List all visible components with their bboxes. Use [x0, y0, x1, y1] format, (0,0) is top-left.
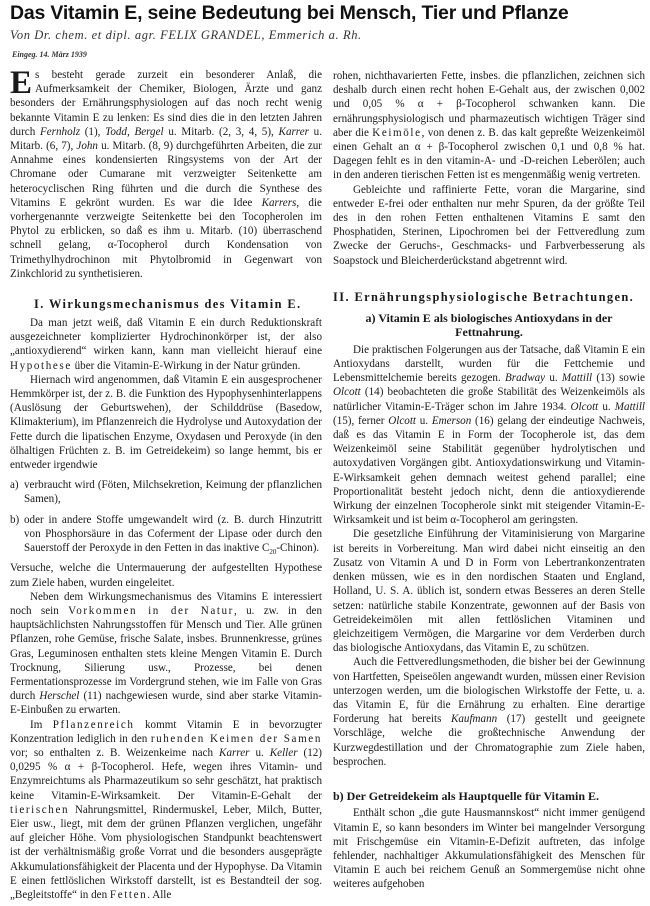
list-item-text: oder in andere Stoffe umgewandelt wird (z. B. durch Hinzutritt von Phosphorsäure in das Coferment der Lipase oder durch den Sauerstoff der Peroxyde in den Fetten in das inaktive C	[24, 513, 322, 555]
text-run: u. Mitarb. (2, 3, 4, 5),	[163, 125, 279, 138]
emphasis-spaced: tierischen	[10, 803, 70, 816]
article-title: Das Vitamin E, seine Bedeutung bei Mensch, Tier und Pflanze	[10, 2, 569, 24]
subsection-heading-a: a) Vitamin E als biologisches Antioxydans in der Fettnahrung.	[365, 310, 613, 340]
emphasis-spaced: Vorkommen in der Natur	[68, 604, 234, 617]
paragraph: Versuche, welche die Untermauerung der aufgestellten Hypothese zum Ziele haben, wurden eingeleitet.	[10, 562, 322, 589]
citation-author: Mattill	[614, 400, 645, 413]
citation-author: Emerson	[431, 414, 472, 427]
text-run: , von denen z. B. das kalt gepreßte Weizenkeimöl einen Gehalt an α + β-Tocopherol zwischen 0,1 und 0,8 % hat. Dagegen fehlt es in den vitamin-A- und -D-reichen Leberölen; auch in den anderen tierischen Fetten ist es mengenmäßig wenig vertreten.	[333, 126, 645, 182]
emphasis-spaced: Keimöle	[372, 126, 422, 139]
list-marker: a)	[10, 479, 19, 492]
list-item-text: -Chinon).	[276, 542, 320, 555]
list-item	[10, 513, 322, 556]
citation-author: Todd, Bergel	[105, 125, 164, 138]
text-run: (15), ferner	[333, 414, 389, 427]
citation-author: Karrers	[261, 196, 297, 209]
citation-author: Olcott	[570, 400, 599, 413]
citation-author: Kaufmann	[450, 713, 498, 726]
text-run: Die praktischen Folgerungen aus der Tatsache, daß Vitamin E ein Antioxydans darstellt, wurden für die Fettchemie und Lebensmittelchemie bereits gezogen.	[333, 343, 645, 385]
citation-author: Keller	[269, 746, 298, 759]
paragraph: Gebleichte und raffinierte Fette, voran die Margarine, sind entweder E-frei oder enthalten nur mehr Spuren, da der größte Teil des in den rohen Fetten enthaltenen Vitamins E samt den Phosphatiden, Sterinen, Lipochromen bei der Fettveredlung zum Zwecke der Geruchs-, Geschmacks- und Farbverbesserung als Soapstock und Bleicherderückstand abgetrennt wird.	[333, 183, 645, 267]
section-heading-1: I. Wirkungsmechanismus des Vitamin E.	[34, 297, 302, 312]
subsection-heading-b: b) Der Getreidekeim als Hauptquelle für Vitamin E.	[333, 788, 599, 803]
text-run: Auch die Fettveredlungsmethoden, die bisher bei der Gewinnung von Hartfetten, Speiseölen angewandt wurden, müssen einer Revision unterzogen werden, um die biologischen Wirkstoffe der Fette, u. a. das Vitamin E, für die Ernährung zu erhalten. Eine derartige Forderung hat bereits	[333, 656, 645, 726]
text-run: (16) gelang der eindeutige Nachweis, daß es das Vitamin E in Form der Tocopherole ist, das dem Weizenkeimöl seine Stabilität gegenüber hydrolytischen und autoxydativen Vorgängen gibt. Antioxydationswirkung und Vitamin-E-Wirksamkeit gehen demnach weitest gehend parallel; eine Proportionalität besteht jedoch nicht, denn die antioxydierende Wirkung der einzelnen Tocopherole sinkt mit steigender Vitamin-E-Wirksamkeit und ist beim α-Tocopherol am geringsten.	[333, 414, 646, 527]
drop-cap: E	[10, 65, 33, 101]
text-run: u.	[598, 400, 615, 413]
text-run: u. Mitarb. (8, 9) durchgeführten Arbeiten, die zur Annahme eines kondensierten Ringsystems von der Art der Chromane oder Cumarane mit verzweigter Seitenkette am heterocyclischen Ring führten und die durch die Synthese des Vitamins E gekrönt wurden. Es war die Idee	[10, 140, 322, 209]
citation-author: Karrer	[219, 746, 250, 759]
intro-paragraph	[10, 65, 322, 281]
subscript: 20	[269, 548, 277, 557]
text-run: u.	[415, 414, 432, 427]
text-run: (13) sowie	[592, 372, 645, 385]
citation-author: Fernholz	[39, 125, 81, 138]
paragraph	[333, 343, 645, 528]
right-column	[333, 69, 645, 892]
text-run: (14) beobachteten die große Stabilität des Weizenkeimöls als natürlicher Vitamin-E-Träger schon im Jahre 1934.	[333, 386, 645, 413]
text-run: , u. zw. in den hauptsächlichsten Nahrungsstoffen für Mensch und Tier. Alle grünen Pflanzen, rohe Gemüse, frische Salate, insbes. Brunnenkresse, grünes Gras, Leguminosen enthalten stets kleine Mengen Vitamin E. Durch Trocknung, Silierung usw., Prozesse, bei denen Fermentationsprozesse im Vordergrund stehen, wie im Falle von Gras durch	[10, 604, 322, 703]
section-heading-2: II. Ernährungsphysiologische Betrachtungen.	[333, 289, 635, 304]
text-run: . Alle	[147, 888, 172, 901]
paragraph	[10, 718, 322, 903]
citation-author: Herschel	[39, 690, 80, 703]
text-run: Neben dem Wirkungsmechanismus des Vitamins E interessiert noch sein	[10, 590, 322, 617]
list-marker: b)	[10, 513, 20, 526]
citation-author: Mattill	[561, 372, 593, 385]
text-run: s besteht gerade zurzeit ein besonderer Anlaß, die Aufmerksamkeit der Chemiker, Biologen, Ärzte und ganz besonders der Ernährungsphysiologen auf das noch recht wenig bekannte Vitamin E zu lenken: Es sind dies die in den letzten Jahren durch	[10, 69, 322, 138]
emphasis-spaced: Hypothese	[10, 359, 72, 372]
paragraph: Hiernach wird angenommen, daß Vitamin E ein ausgesprochener Hemmkörper ist, der z. B. die Funktion des Hypophysenhinterlappens (Auslösung der Geburtswehen), der Schilddrüse (Basedow, Klimakterium), im Pflanzenreich die Hydrolyse und Autoxydation der Fette durch die lipatischen Enzyme, Oxydasen und Peroxyde (in den ölhaltigen Früchten z. B. im Getreidekeim) so lange hemmt, bis er entweder irgendwie	[10, 373, 322, 472]
emphasis-spaced: Fetten	[109, 888, 148, 901]
text-run: Da man jetzt weiß, daß Vitamin E ein durch Reduktionskraft ausgezeichneter komplizierter Hydrochinonkörper ist, der also „antioxydierend“ wirken kann, kann man vielleicht hierauf eine	[10, 317, 322, 358]
list-item-text: verbraucht wird (Föten, Milchsekretion, Keimung der pflanzlichen Samen),	[24, 479, 322, 506]
text-run: rohen, nichthavarierten Fette, insbes. die pflanzlichen, zeichnen sich deshalb durch einen recht hohen E-Gehalt aus, der zwischen 0,002 und 0,05 % α + β-Tocopherol schwanken kann. Die ernährungsphysiologisch und pharmazeutisch wichtigen Träger sind aber die	[333, 70, 645, 139]
received-date: Eingeg. 14. März 1939	[12, 50, 87, 59]
text-run: (11) nachgewiesen wurde, sind aber starke Vitamin-E-Einbußen zu erwarten.	[10, 690, 322, 717]
text-run: u.	[249, 746, 270, 759]
emphasis-spaced: ruhenden Keimen der Samen	[150, 732, 322, 745]
text-run: (12) 0,0295 % α + β-Tocopherol. Hefe, wegen ihres Vitamin- und Enzymreichtums als Pharmazeutikum so sehr geschätzt, hat praktisch keine Vitamin-E-Wirksamkeit. Der Vitamin-E-Gehalt der	[10, 746, 322, 802]
text-run: kommt Vitamin E in bevorzugter Konzentration lediglich in den	[10, 718, 322, 745]
paragraph	[10, 316, 322, 373]
emphasis-spaced: Pflanzenreich	[52, 718, 135, 731]
paragraph	[333, 655, 645, 769]
list-item	[10, 478, 322, 506]
text-run: , die vorhergenannte verzweigte Seitenkette bei den Tocopherolen im Phytol zu erblicken, so daß es ihm u. Mitarb. (10) überraschend schnell gelang, α-Tocopherol durch Kondensation von Trimethylhydrochinon mit Phytolbromid in Gegenwart von Zinkchlorid zu synthetisieren.	[10, 196, 322, 280]
paragraph	[10, 590, 322, 718]
citation-author: Bradway	[505, 372, 546, 385]
paragraph: Enthält schon „die gute Hausmannskost“ nicht immer genügend Vitamin E, so kann besonders im Winter bei mangelnder Versorgung mit Frischgemüse ein Vitamin-E-Defizit auftreten, das infolge fehlender, nachhaltiger Akkumulationsfähigkeit des Menschen für Vitamin E auch bei reichem Genuß an Sommergemüse nicht ohne weiteres aufgehoben	[333, 807, 645, 891]
text-run: Nahrungsmittel, Rindermuskel, Leber, Milch, Butter, Eier usw., liegt, mit dem der grünen Pflanzen verglichen, ungefähr auf gleicher Höhe. Vom physiologischen Standpunkt beachtenswert ist der verhältnismäßig große Vorrat und die besonders ausgeprägte Akkumulationsfähigkeit der Placenta und der Hypophyse. Da Vitamin E einen fettlöslichen Wirkstoff darstellt, ist es Bestandteil der sog. „Begleitstoffe“ in den	[10, 803, 322, 901]
paragraph: Die gesetzliche Einführung der Vitaminisierung von Margarine ist bereits in Vorbereitung. Man wird dabei nicht einseitig an den Zusatz von Vitamin A und D in Form von Lebertrankonzentraten denken müssen, wie es in den nordischen Staaten und England, Holland, U. S. A. üblich ist, sondern etwas Besseres an deren Stelle setzen: natürliche stabile Konzentrate, gewonnen auf der Basis von Getreidekeimölen mit allen fettlöslichen Vitaminen und gleichzeitigem Vermögen, die Margarine vor dem Verderben durch das biologische Antioxydans, das Vitamin E, zu schützen.	[333, 528, 645, 655]
text-run: vor; so enthalten z. B. Weizenkeime nach	[10, 746, 220, 759]
article-author: Von Dr. chem. et dipl. agr. FELIX GRANDEL, Emmerich a. Rh.	[10, 28, 362, 42]
left-column	[10, 65, 322, 902]
text-run: u.	[545, 372, 562, 385]
text-run: (17) gestellt und geeignete Vorschläge, welche die großtechnische Anwendung der Kurzwegdestillation und der Chromatographie zum Ziele haben, besprochen.	[333, 713, 645, 768]
hypothesis-list	[10, 478, 322, 555]
paragraph	[333, 69, 645, 183]
text-run: u. Mitarb. (6, 7),	[10, 125, 322, 153]
citation-author: John	[76, 140, 98, 153]
citation-author: Olcott	[388, 414, 416, 427]
citation-author: Karrer	[278, 125, 309, 138]
text-run: über die Vitamin-E-Wirkung in der Natur gründen.	[71, 359, 301, 372]
text-run: Im	[30, 718, 53, 731]
citation-author: Olcott	[333, 386, 361, 399]
text-run: (1),	[80, 125, 106, 138]
